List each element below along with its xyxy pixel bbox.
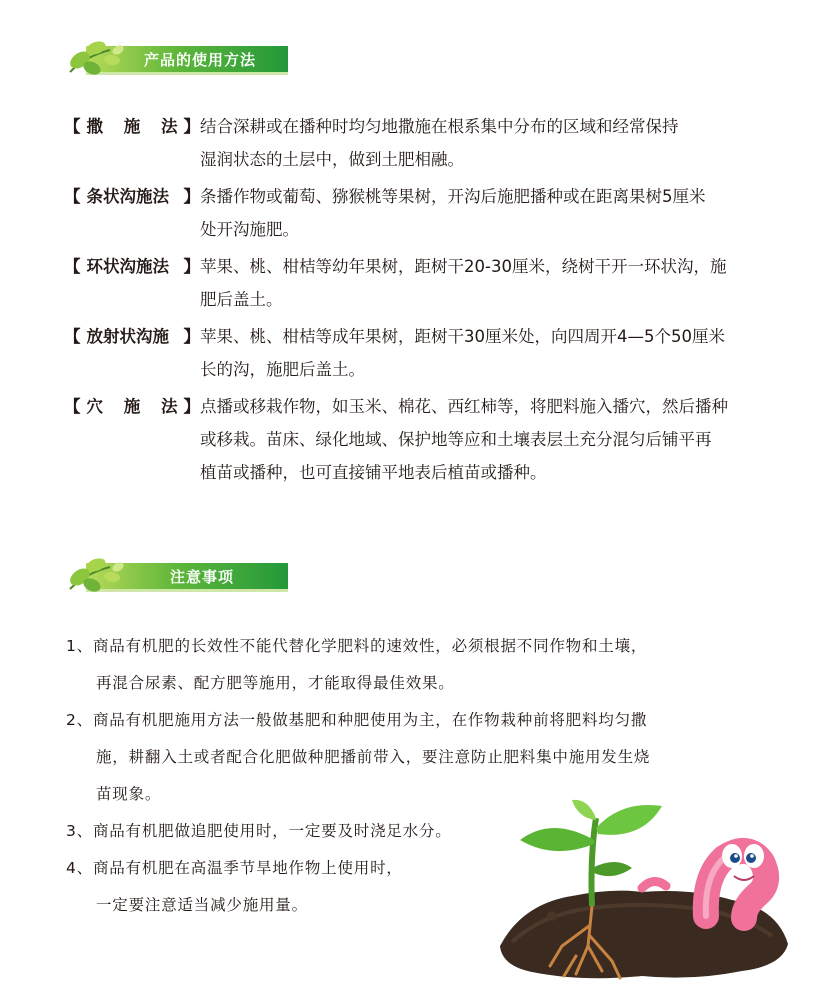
method-item	[64, 250, 764, 316]
note-item: 3、商品有机肥做追肥使用时，一定要及时浇足水分。	[66, 822, 452, 840]
method-description: 点播或移栽作物，如玉米、棉花、西红柿等，将肥料施入播穴，然后播种 或移栽。苗床、绿化地域、保护地等应和土壤表层土充分混匀后铺平再 植苗或播种，也可直接铺平地表后植苗或播种。	[200, 397, 728, 482]
method-label: 【 撒 施 法 】	[64, 117, 200, 136]
method-label: 【 放射状沟施 】	[64, 327, 200, 346]
usage-methods	[64, 110, 764, 493]
leaf-sprig-icon	[66, 38, 146, 78]
method-label: 【 条状沟施法 】	[64, 187, 200, 206]
section-title: 产品的使用方法	[144, 51, 257, 69]
note-item: 2、商品有机肥施用方法一般做基肥和种肥使用为主，在作物栽种前将肥料均匀撒 施，耕翻入土或者配合化肥做种肥播前带入，要注意防止肥料集中施用发生烧 苗现象。	[66, 711, 651, 803]
method-label: 【 环状沟施法 】	[64, 257, 200, 276]
seedling-worm-illustration	[492, 796, 792, 986]
method-item	[64, 110, 764, 176]
method-item	[64, 180, 764, 246]
method-description: 结合深耕或在播种时均匀地撒施在根系集中分布的区域和经常保持 湿润状态的土层中，做到土肥相融。	[200, 117, 679, 169]
section-header-usage	[66, 38, 290, 78]
note-item: 4、商品有机肥在高温季节旱地作物上使用时， 一定要注意适当减少施用量。	[66, 859, 403, 914]
leaf-sprig-icon	[66, 555, 146, 595]
method-item	[64, 320, 764, 386]
method-description: 苹果、桃、柑桔等幼年果树，距树干20-30厘米，绕树干开一环状沟，施 肥后盖土。	[200, 257, 727, 309]
method-item	[64, 390, 764, 489]
section-title: 注意事项	[170, 568, 235, 586]
section-header-notes	[66, 555, 290, 595]
method-label: 【 穴 施 法 】	[64, 397, 200, 416]
method-description: 苹果、桃、柑桔等成年果树，距树干30厘米处，向四周开4—5个50厘米 长的沟，施肥后盖土。	[200, 327, 725, 379]
method-description: 条播作物或葡萄、猕猴桃等果树，开沟后施肥播种或在距离果树5厘米 处开沟施肥。	[200, 187, 706, 239]
note-item: 1、商品有机肥的长效性不能代替化学肥料的速效性，必须根据不同作物和土壤， 再混合尿素、配方肥等施用，才能取得最佳效果。	[66, 637, 648, 692]
